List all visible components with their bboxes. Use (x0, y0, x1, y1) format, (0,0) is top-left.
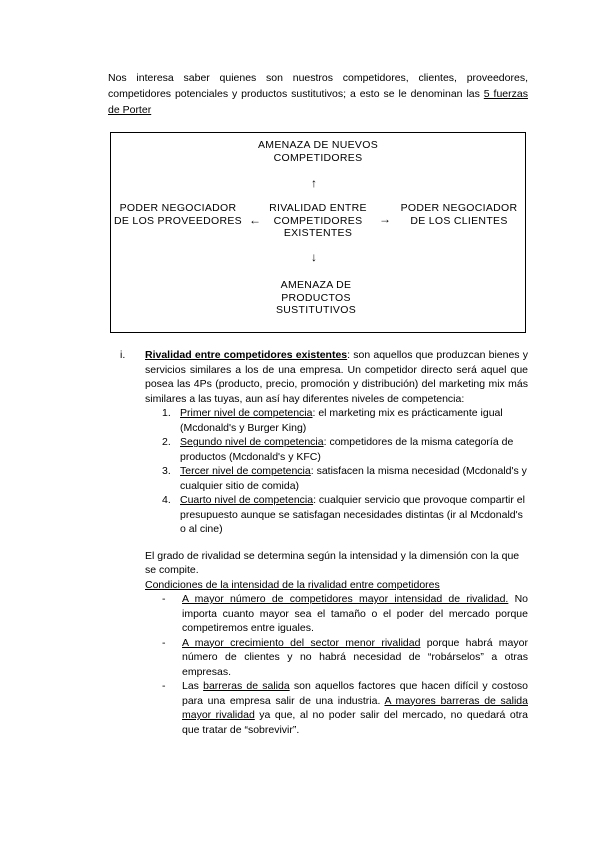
level-title: Primer nivel de competencia (180, 407, 313, 419)
supplier-power-line2: DE LOS PROVEEDORES (114, 214, 242, 227)
supplier-power (113, 202, 243, 227)
condition-text-2: ya que, al no poder salir del mercado, no quedará otra que tratar de “sobrevivir”. (182, 709, 528, 736)
list-item (162, 636, 528, 680)
threat-new-competitors (231, 139, 405, 164)
condition-emphasis-2: A mayores barreras de salida mayor rivalidad (182, 694, 528, 721)
level-text: : cualquier servicio que provoque compartir el presupuesto aunque se satisfagan necesidades distintas (ir al Mcdonald's o al cine) (180, 494, 525, 535)
buyer-power-line2: DE LOS CLIENTES (410, 214, 508, 227)
dash-marker: - (162, 593, 166, 605)
level-title: Cuarto nivel de competencia (180, 494, 314, 506)
threat-sub-line3: SUSTITUTIVOS (275, 304, 357, 316)
condition-text: porque habrá mayor número de clientes y no habrá necesidad de “robárselos” a otras empresas. (182, 636, 528, 678)
section-marker: i. (120, 349, 126, 361)
list-number: 1. (162, 407, 171, 419)
rivalry-section (120, 348, 528, 737)
conditions-heading: Condiciones de la intensidad de la rivalidad entre competidores (145, 578, 440, 591)
rivalry-paragraph: El grado de rivalidad se determina según la intensidad y la dimensión con la que se compite. (145, 549, 520, 576)
list-item (162, 464, 528, 493)
list-item (162, 493, 528, 537)
intro-text: Nos interesa saber quienes son nuestros competidores, clientes, proveedores, competidores potenciales y productos sustitutivos; a esto se le denominan las (108, 72, 528, 100)
competition-levels-list (162, 406, 528, 537)
section-intro (145, 348, 528, 406)
list-number: 3. (162, 465, 171, 477)
arrow-right-icon: → (379, 212, 391, 226)
threat-new-line2: COMPETIDORES (273, 151, 363, 164)
rivalry-line2: COMPETIDORES (273, 214, 363, 227)
condition-prefix: Las (182, 680, 204, 692)
level-text: : el marketing mix es prácticamente igual (Mcdonald's y Burger King) (180, 407, 503, 434)
condition-emphasis: A mayor crecimiento del sector menor rivalidad (182, 636, 421, 649)
intro-paragraph (108, 70, 528, 118)
section-title: Rivalidad entre competidores existentes (145, 349, 348, 361)
section-body: : son aquellos que produzcan bienes y servicios similares a los de una empresa. Un competidor directo será aquel que posea las 4Ps (producto, precio, promoción y distribución) del marketing mix más similares a las tuyas, aun así hay diferentes niveles de competencia: (145, 349, 528, 405)
buyer-power (395, 202, 523, 227)
threat-sub-line1: AMENAZA DE (280, 279, 352, 291)
dash-marker: - (162, 680, 166, 692)
level-title: Tercer nivel de competencia (180, 465, 311, 477)
condition-text: son aquellos factores que hacen difícil y costoso para una empresa salir de una industria. (182, 680, 528, 707)
level-title: Segundo nivel de competencia (180, 436, 324, 448)
list-number: 4. (162, 494, 171, 506)
condition-text: No importa cuanto mayor sea el tamaño o el poder del mercado porque competiremos entre iguales. (182, 593, 528, 634)
list-item (162, 592, 528, 636)
conditions-list (162, 592, 528, 737)
threat-sub-line2: PRODUCTOS (281, 291, 351, 304)
threat-substitutes (251, 279, 381, 317)
supplier-power-line1: PODER NEGOCIADOR (119, 202, 237, 214)
level-text: : satisfacen la misma necesidad (Mcdonald's y cualquier sitio de comida) (180, 465, 527, 492)
competitor-rivalry (259, 202, 377, 240)
arrow-down-icon: ↓ (311, 250, 317, 264)
rivalry-line1: RIVALIDAD ENTRE (269, 202, 367, 214)
rivalry-line3: EXISTENTES (283, 227, 353, 239)
list-item (162, 406, 528, 435)
condition-emphasis: barreras de salida (203, 680, 290, 692)
level-text: : competidores de la misma categoría de productos (Mcdonald's y KFC) (180, 436, 514, 463)
list-item (162, 679, 528, 737)
porter-forces-diagram (110, 132, 526, 333)
arrow-up-icon: ↑ (311, 176, 317, 190)
list-item (162, 435, 528, 464)
condition-emphasis: A mayor número de competidores mayor intensidad de rivalidad. (182, 593, 509, 605)
buyer-power-line1: PODER NEGOCIADOR (400, 202, 518, 214)
arrow-left-icon: ← (249, 213, 261, 227)
list-number: 2. (162, 436, 171, 448)
threat-new-line1: AMENAZA DE NUEVOS (257, 139, 379, 151)
dash-marker: - (162, 636, 166, 649)
porter-link-text: 5 fuerzas de Porter (108, 88, 528, 116)
